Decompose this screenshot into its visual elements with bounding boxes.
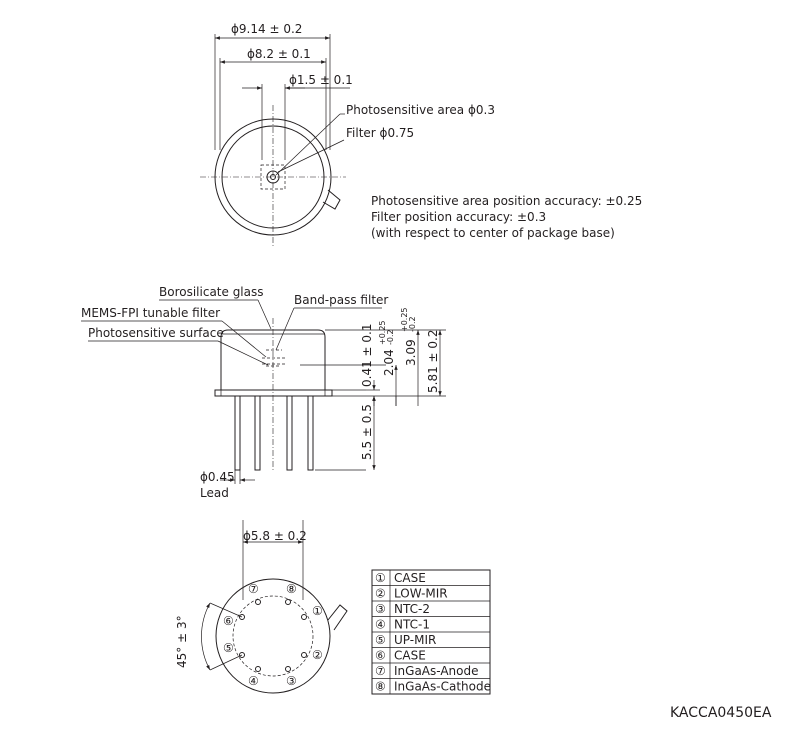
label-borosilicate-glass: Borosilicate glass bbox=[159, 285, 264, 299]
label-mems-fpi: MEMS-FPI tunable filter bbox=[81, 306, 221, 320]
table-row-1-num: ① bbox=[375, 571, 386, 585]
dim-angle-text: 45° ± 3° bbox=[175, 615, 189, 668]
table-row-8-name: InGaAs-Cathode bbox=[394, 679, 491, 694]
pin-circle bbox=[233, 596, 313, 676]
table-row-6-num: ⑥ bbox=[375, 648, 386, 663]
table-row-2-name: LOW-MIR bbox=[394, 586, 448, 601]
table-row-5-num: ⑤ bbox=[375, 633, 386, 647]
table-row-7-name: InGaAs-Anode bbox=[394, 664, 479, 678]
lead-diameter-text: ϕ0.45 bbox=[200, 470, 235, 484]
pin-8-label: ⑧ bbox=[286, 582, 297, 596]
label-photosensitive-surface: Photosensitive surface bbox=[88, 326, 224, 340]
table-row-1-name: CASE bbox=[394, 571, 426, 585]
note-reference: (with respect to center of package base) bbox=[371, 226, 615, 240]
pin-1-label: ① bbox=[312, 604, 323, 618]
table-row-2-num: ② bbox=[375, 586, 386, 601]
dim-window-text: ϕ1.5 ± 0.1 bbox=[289, 73, 353, 87]
dim-309-tol-lower: -0.2 bbox=[408, 316, 417, 332]
pin-7-label: ⑦ bbox=[248, 582, 259, 596]
note-photosensitive-accuracy: Photosensitive area position accuracy: ±0.25 bbox=[371, 194, 643, 208]
label-bandpass-filter: Band-pass filter bbox=[294, 293, 389, 307]
table-row-4-num: ④ bbox=[375, 617, 386, 632]
flange bbox=[215, 390, 332, 396]
dim-pcd-text: ϕ5.8 ± 0.2 bbox=[243, 529, 307, 543]
dim-204-tol-upper: +0.25 bbox=[378, 320, 387, 345]
dim-041-text: 0.41 ± 0.1 bbox=[360, 323, 374, 387]
bottom-index-tab bbox=[328, 605, 347, 630]
drawing-code: KACCA0450EA bbox=[670, 705, 772, 721]
pin-assignment-table bbox=[372, 570, 491, 694]
label-filter: Filter ϕ0.75 bbox=[346, 126, 415, 140]
pin-number-badges bbox=[223, 582, 323, 688]
side-view bbox=[81, 285, 446, 500]
bottom-view bbox=[175, 520, 347, 693]
dim-body-text: ϕ8.2 ± 0.1 bbox=[247, 47, 311, 61]
note-filter-accuracy: Filter position accuracy: ±0.3 bbox=[371, 210, 547, 224]
table-row-8-num: ⑧ bbox=[375, 679, 386, 694]
leads bbox=[235, 396, 313, 470]
label-photosensitive-area: Photosensitive area ϕ0.3 bbox=[346, 103, 495, 117]
pin-6-label: ⑥ bbox=[223, 614, 234, 628]
lead-label: Lead bbox=[200, 486, 229, 500]
table-row-5-name: UP-MIR bbox=[394, 633, 437, 647]
angle-arc bbox=[201, 603, 210, 670]
table-row-3-name: NTC-2 bbox=[394, 602, 430, 616]
pin-5-label: ⑤ bbox=[223, 641, 234, 655]
dim-204-text: 2.04 bbox=[382, 349, 396, 376]
table-row-3-num: ③ bbox=[375, 602, 386, 616]
pin-3-label: ③ bbox=[286, 674, 297, 688]
table-row-6-name: CASE bbox=[394, 648, 426, 663]
table-row-7-num: ⑦ bbox=[375, 664, 386, 678]
index-tab bbox=[323, 190, 340, 209]
dim-309-text: 3.09 bbox=[404, 339, 418, 366]
dim-outer-text: ϕ9.14 ± 0.2 bbox=[231, 22, 303, 36]
dim-581-text: 5.81 ± 0.2 bbox=[426, 329, 440, 393]
pin-4-label: ④ bbox=[248, 674, 259, 688]
top-view bbox=[200, 22, 642, 246]
pin-2-label: ② bbox=[312, 648, 323, 662]
pin-holes bbox=[240, 600, 307, 672]
dim-204-tol-lower: -0.2 bbox=[386, 329, 395, 345]
dim-309-tol-upper: +0.25 bbox=[400, 307, 409, 332]
table-row-4-name: NTC-1 bbox=[394, 617, 430, 632]
dim-55-text: 5.5 ± 0.5 bbox=[360, 404, 374, 460]
